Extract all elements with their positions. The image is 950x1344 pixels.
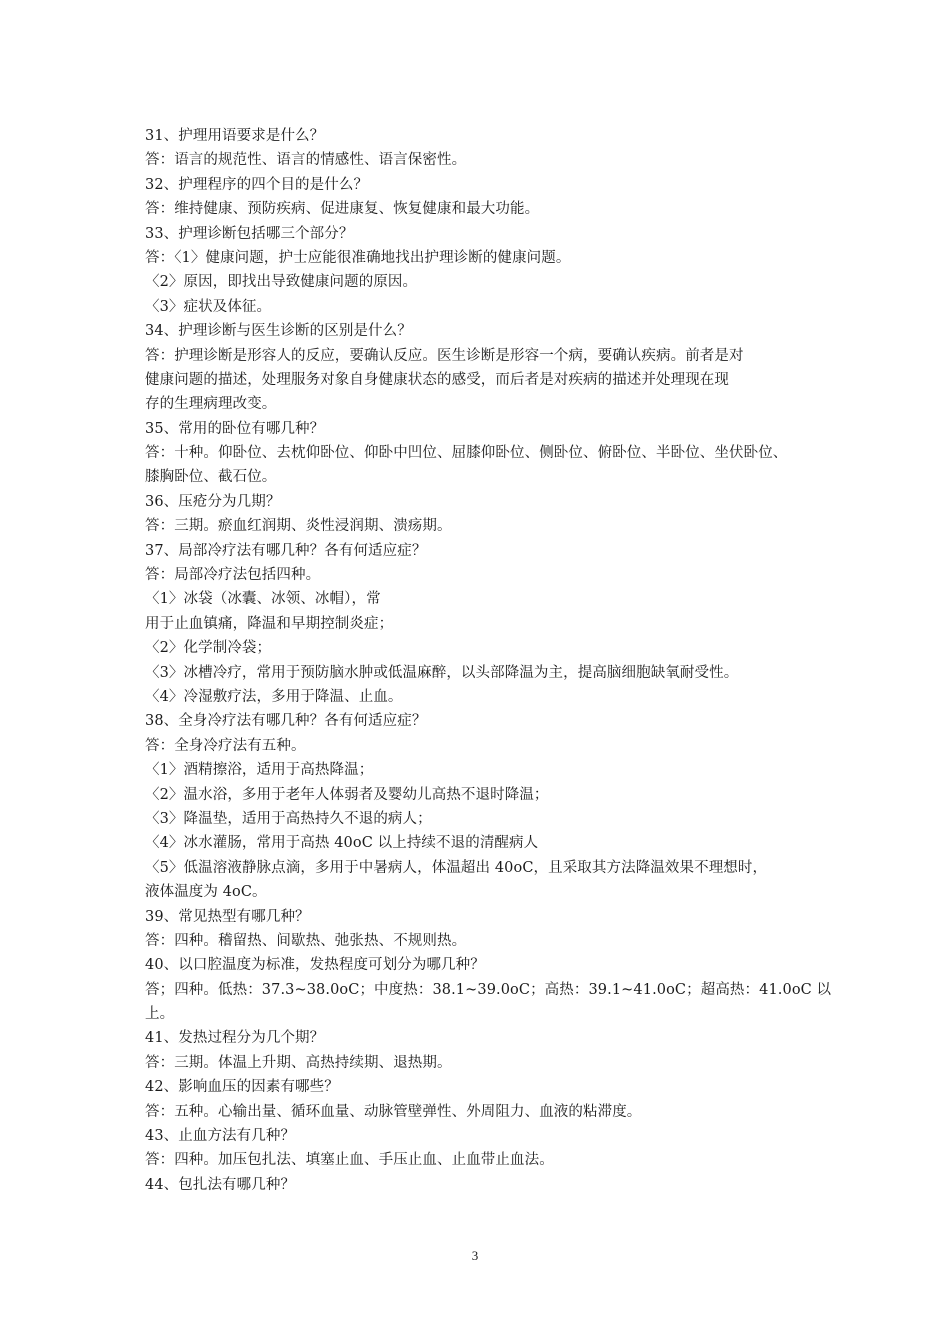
text-line: 〈2〉原因，即找出导致健康问题的原因。 <box>145 274 418 291</box>
text-line: 答：全身冷疗法有五种。 <box>145 737 306 754</box>
text-line: 41、发热过程分为几个期？ <box>145 1030 325 1047</box>
text-line: 38、全身冷疗法有哪几种？各有何适应症？ <box>145 713 427 730</box>
text-line: 40、以口腔温度为标准，发热程度可划分为哪几种？ <box>145 957 485 974</box>
text-line: 〈3〉症状及体征。 <box>145 298 272 315</box>
text-line: 存的生理病理改变。 <box>145 396 277 413</box>
text-line: 答；四种。低热：37.3~38.0oC；中度热：38.1~39.0oC；高热：39.1~41.0oC；超高热：41.0oC 以 <box>145 981 832 998</box>
text-line: 〈4〉冰水灌肠，常用于高热 40oC 以上持续不退的清醒病人 <box>145 835 539 852</box>
page-body <box>145 124 832 1197</box>
text-line: 用于止血镇痛，降温和早期控制炎症； <box>145 615 394 632</box>
text-line: 健康问题的描述，处理服务对象自身健康状态的感受，而后者是对疾病的描述并处理现在现 <box>145 371 729 388</box>
text-line: 答：五种。心输出量、循环血量、动脉管壁弹性、外周阻力、血液的粘滞度。 <box>145 1103 642 1120</box>
text-line: 44、包扎法有哪几种？ <box>145 1176 296 1193</box>
text-line: 答：〈1〉健康问题，护士应能很准确地找出护理诊断的健康问题。 <box>145 249 571 266</box>
text-line: 答：局部冷疗法包括四种。 <box>145 567 321 584</box>
text-line: 〈2〉温水浴，多用于老年人体弱者及婴幼儿高热不退时降温； <box>145 786 549 803</box>
text-line: 〈4〉冷湿敷疗法，多用于降温、止血。 <box>145 688 403 705</box>
text-line: 34、护理诊断与医生诊断的区别是什么？ <box>145 323 412 340</box>
text-line: 答：四种。加压包扎法、填塞止血、手压止血、止血带止血法。 <box>145 1152 554 1169</box>
text-line: 43、止血方法有几种？ <box>145 1128 296 1145</box>
text-line: 答：十种。仰卧位、去枕仰卧位、仰卧中凹位、屈膝仰卧位、侧卧位、俯卧位、半卧位、坐伏卧位、 <box>145 445 788 462</box>
text-line: 膝胸卧位、截石位。 <box>145 469 277 486</box>
text-line: 答：语言的规范性、语言的情感性、语言保密性。 <box>145 152 467 169</box>
text-line: 液体温度为 4oC。 <box>145 884 267 901</box>
text-line: 39、常见热型有哪几种？ <box>145 908 310 925</box>
text-line: 答：四种。稽留热、间歇热、弛张热、不规则热。 <box>145 932 467 949</box>
text-line: 答：三期。体温上升期、高热持续期、退热期。 <box>145 1054 452 1071</box>
text-line: 〈3〉冰槽冷疗，常用于预防脑水肿或低温麻醉，以头部降温为主，提高脑细胞缺氧耐受性。 <box>145 664 739 681</box>
text-line: 答：护理诊断是形容人的反应，要确认反应。医生诊断是形容一个病，要确认疾病。前者是对 <box>145 347 744 364</box>
text-line: 32、护理程序的四个目的是什么？ <box>145 176 369 193</box>
text-line: 37、局部冷疗法有哪几种？各有何适应症？ <box>145 542 427 559</box>
text-line: 〈2〉化学制冷袋； <box>145 640 272 657</box>
text-line: 答：三期。瘀血红润期、炎性浸润期、溃疡期。 <box>145 518 452 535</box>
text-line: 33、护理诊断包括哪三个部分？ <box>145 225 354 242</box>
text-line: 35、常用的卧位有哪几种？ <box>145 420 325 437</box>
text-line: 〈5〉低温溶液静脉点滴，多用于中暑病人，体温超出 40oC，且采取其方法降温效果不理想时， <box>145 859 768 876</box>
text-line: 〈1〉冰袋（冰囊、冰领、冰帽），常 <box>145 591 381 608</box>
text-line: 上。 <box>145 1006 175 1023</box>
text-line: 36、压疮分为几期？ <box>145 493 281 510</box>
text-line: 〈1〉酒精擦浴，适用于高热降温； <box>145 762 374 779</box>
text-line: 31、护理用语要求是什么？ <box>145 128 325 144</box>
text-line: 42、影响血压的因素有哪些？ <box>145 1079 339 1096</box>
page-number: 3 <box>471 1248 479 1263</box>
text-line: 〈3〉降温垫，适用于高热持久不退的病人； <box>145 810 432 827</box>
text-line: 答：维持健康、预防疾病、促进康复、恢复健康和最大功能。 <box>145 201 540 218</box>
